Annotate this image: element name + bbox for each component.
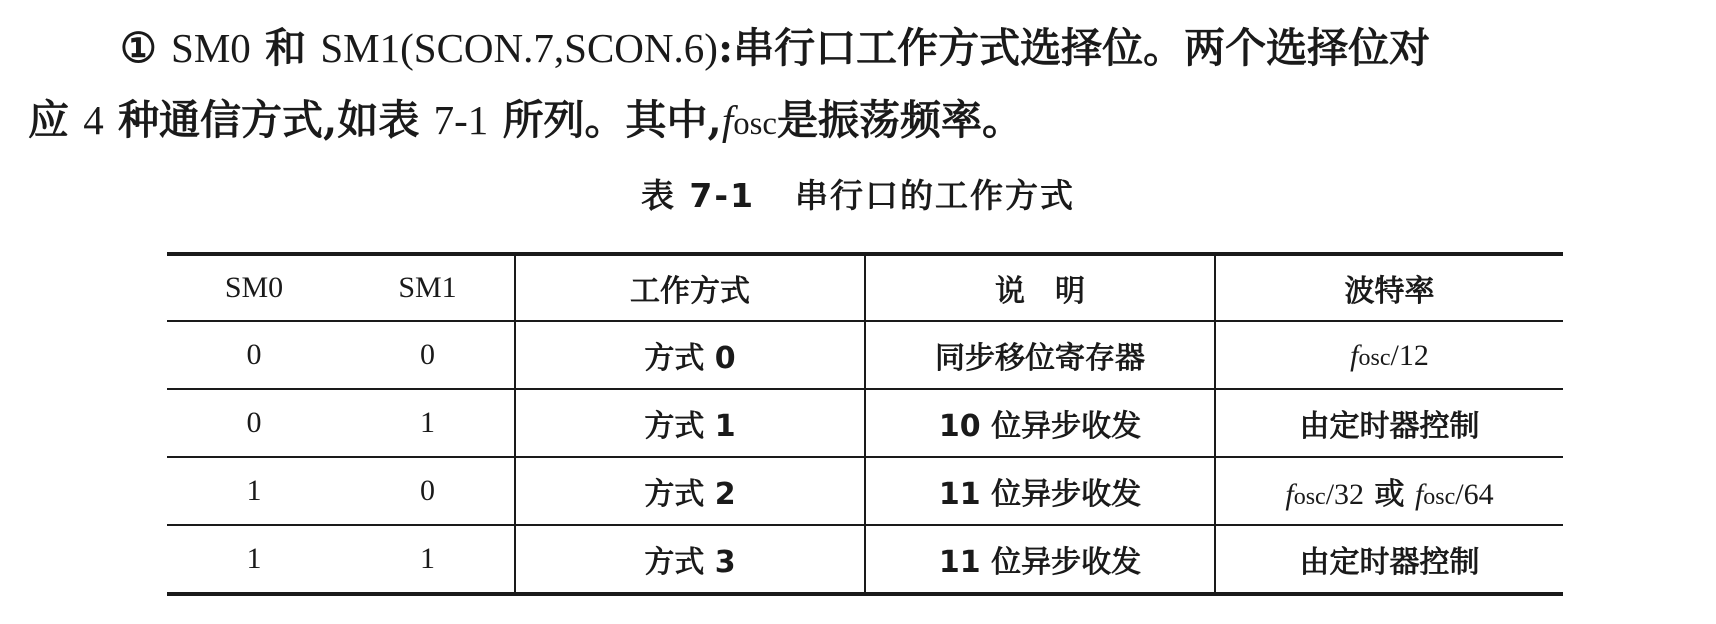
fosc-subscript: osc (733, 106, 777, 142)
fosc-subscript: osc (1423, 484, 1456, 510)
table-caption-title: 串行口的工作方式 (795, 176, 1076, 215)
cell-sm0: 1 (167, 457, 341, 525)
cell-baud-rate: 由定时器控制 (1215, 525, 1563, 594)
table-caption-label: 表 7-1 (640, 176, 756, 215)
fosc-subscript: osc (1358, 344, 1391, 371)
cell-sm0: 1 (167, 525, 341, 594)
register-sm1-scon: SM1(SCON.7,SCON.6) (320, 25, 718, 71)
fosc-symbol: f (721, 97, 734, 143)
header-sm1: SM1 (341, 254, 515, 321)
cell-mode: 方式 0 (515, 321, 865, 389)
cell-sm0: 0 (167, 321, 341, 389)
fosc-symbol: f (1414, 478, 1424, 511)
table-reference: 7-1 (433, 97, 489, 143)
fosc-subscript: osc (1293, 484, 1326, 510)
table-row (167, 525, 1563, 594)
fosc-symbol: f (1285, 478, 1294, 511)
cell-sm0: 0 (167, 389, 341, 457)
header-mode: 工作方式 (515, 254, 865, 321)
cell-baud-rate: 由定时器控制 (1215, 389, 1563, 457)
paragraph-line-2-text-c: 所列。其中, (502, 96, 722, 144)
table-caption (0, 170, 1716, 217)
cell-baud-rate (1215, 321, 1563, 389)
table-row (167, 389, 1563, 457)
table-row (167, 457, 1563, 525)
circled-number-marker: ① (120, 24, 157, 72)
fosc-symbol: f (1350, 338, 1359, 372)
header-baud-rate: 波特率 (1215, 254, 1563, 321)
paragraph-line-1-text: :串行口工作方式选择位。两个选择位对 (717, 24, 1431, 72)
paragraph-line-2-text-a: 应 (28, 96, 69, 144)
cell-description: 10 位异步收发 (865, 389, 1215, 457)
cell-description: 11 位异步收发 (865, 525, 1215, 594)
cell-sm1: 0 (341, 321, 515, 389)
cell-baud-rate (1215, 457, 1563, 525)
paragraph-line-2-text-d: 是振荡频率。 (776, 96, 1023, 144)
cell-sm1: 1 (341, 525, 515, 594)
cell-mode: 方式 2 (515, 457, 865, 525)
baud-divisor: /12 (1390, 338, 1429, 372)
conjunction-and: 和 (265, 24, 307, 72)
mode-count: 4 (83, 97, 104, 143)
serial-mode-table (167, 252, 1563, 596)
cell-description: 11 位异步收发 (865, 457, 1215, 525)
cell-mode: 方式 3 (515, 525, 865, 594)
header-description: 说 明 (865, 254, 1215, 321)
baud-divisor: /64 (1455, 478, 1494, 511)
cell-mode: 方式 1 (515, 389, 865, 457)
table-header-row (167, 254, 1563, 321)
register-sm0: SM0 (171, 25, 251, 71)
paragraph-line-2 (28, 90, 1698, 154)
baud-divisor: /32 (1325, 478, 1365, 511)
header-sm0: SM0 (167, 254, 341, 321)
cell-description: 同步移位寄存器 (865, 321, 1215, 389)
baud-or: 或 (1374, 477, 1405, 512)
cell-sm1: 1 (341, 389, 515, 457)
cell-sm1: 0 (341, 457, 515, 525)
paragraph-line-1 (120, 18, 1716, 78)
paragraph-line-2-text-b: 种通信方式,如表 (118, 96, 420, 144)
table-row (167, 321, 1563, 389)
